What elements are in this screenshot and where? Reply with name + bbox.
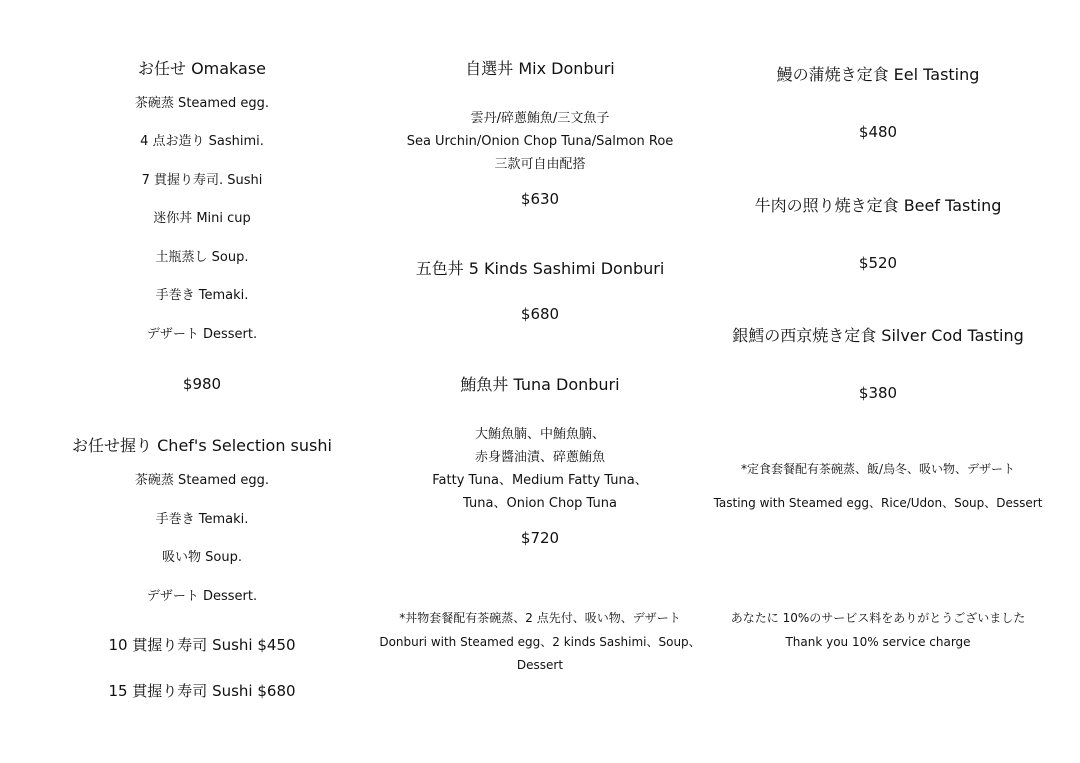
tasting-note-line-2: Tasting with Steamed egg、Rice/Udon、Soup、Dessert xyxy=(713,496,1043,510)
donburi-note-line-1: *丼物套餐配有茶碗蒸、2 点先付、吸い物、デザート xyxy=(399,611,681,625)
silver-cod-price: $380 xyxy=(858,384,898,402)
omakase-item-1: 茶碗蒸 Steamed egg. xyxy=(134,96,270,111)
mix-line-2: Sea Urchin/Onion Chop Tuna/Salmon Roe xyxy=(406,134,674,149)
service-charge-line-1: あなたに 10%のサービス料をありがとうございました xyxy=(730,611,1026,625)
chef-selection-title: お任せ握り Chef's Selection sushi xyxy=(72,436,332,455)
tuna-line-3: Fatty Tuna、Medium Fatty Tuna、 xyxy=(432,473,648,488)
eel-price: $480 xyxy=(858,123,898,141)
omakase-title: お任せ Omakase xyxy=(137,59,267,78)
tuna-line-2: 赤身醬油漬、碎蔥鮪魚 xyxy=(474,450,606,465)
chef-item-4: デザート Dessert. xyxy=(146,589,258,604)
beef-price: $520 xyxy=(858,254,898,272)
eel-tasting-title: 鰻の蒲焼き定食 Eel Tasting xyxy=(776,65,980,84)
tuna-price: $720 xyxy=(520,529,560,547)
tuna-line-1: 大鮪魚腩、中鮪魚腩、 xyxy=(474,427,606,442)
tuna-donburi-title: 鮪魚丼 Tuna Donburi xyxy=(460,375,620,394)
chef-price-15: 15 貫握り寿司 Sushi $680 xyxy=(108,682,296,700)
omakase-item-4: 迷你丼 Mini cup xyxy=(153,211,251,226)
donburi-note-line-2: Donburi with Steamed egg、2 kinds Sashimi、Soup、 xyxy=(379,635,701,649)
omakase-item-5: 土瓶蒸し Soup. xyxy=(155,250,249,265)
omakase-item-3: 7 貫握り寿司. Sushi xyxy=(141,173,263,188)
chef-item-2: 手巻き Temaki. xyxy=(155,512,249,527)
tuna-line-4: Tuna、Onion Chop Tuna xyxy=(463,496,617,511)
chef-item-3: 吸い物 Soup. xyxy=(162,550,242,565)
five-kinds-title: 五色丼 5 Kinds Sashimi Donburi xyxy=(415,259,665,278)
omakase-price: $980 xyxy=(182,375,222,393)
omakase-item-2: 4 点お造り Sashimi. xyxy=(140,134,264,149)
donburi-note-line-3: Dessert xyxy=(516,658,564,672)
mix-line-3: 三款可自由配搭 xyxy=(494,157,586,172)
mix-donburi-title: 自選丼 Mix Donburi xyxy=(465,59,615,78)
tasting-note-line-1: *定食套餐配有茶碗蒸、飯/烏冬、吸い物、デザート xyxy=(740,462,1016,476)
service-charge-line-2: Thank you 10% service charge xyxy=(785,635,971,649)
mix-price: $630 xyxy=(520,190,560,208)
omakase-item-6: 手巻き Temaki. xyxy=(155,288,249,303)
chef-price-10: 10 貫握り寿司 Sushi $450 xyxy=(108,636,296,654)
mix-line-1: 雲丹/碎蔥鮪魚/三文魚子 xyxy=(470,111,610,126)
silver-cod-title: 銀鱈の西京焼き定食 Silver Cod Tasting xyxy=(732,326,1024,345)
five-kinds-price: $680 xyxy=(520,305,560,323)
chef-item-1: 茶碗蒸 Steamed egg. xyxy=(134,473,270,488)
omakase-item-7: デザート Dessert. xyxy=(146,327,258,342)
beef-tasting-title: 牛肉の照り焼き定食 Beef Tasting xyxy=(754,196,1002,215)
